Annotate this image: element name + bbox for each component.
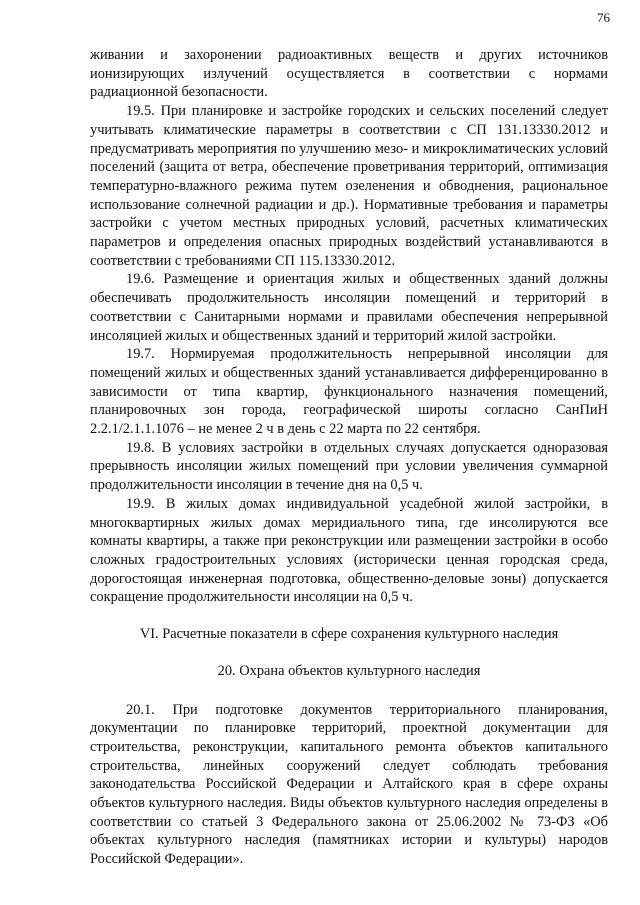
paragraph-19-6: 19.6. Размещение и ориентация жилых и общественных зданий должны обеспечивать продолжительность инсоляции помещений и территорий в соответствии с Санитарными нормами и правилами обеспечения непрерывной инсоляцией жилых и общественных зданий и территорий жилой застройки.	[90, 271, 608, 344]
paragraph-19-7: 19.7. Нормируемая продолжительность непрерывной инсоляции для помещений жилых и общественных зданий устанавливается дифференцированно в зависимости от типа квартир, функционального назначения помещений, планировочных зон города, географической широты согласно СанПиН 2.2.1/2.1.1.1076 – не менее 2 ч в день с 22 марта по 22 сентября.	[90, 346, 608, 438]
paragraph-20-1: 20.1. При подготовке документов территориального планирования, документации по планировке территорий, проектной документации для строительства, реконструкции, капитального ремонта объектов капитального строительства, линейных сооружений следует соблюдать требования законодательства Российской Федерации и Алтайского края в сфере охраны объектов культурного наследия. Виды объектов культурного наследия определены в соответствии со статьей 3 Федерального закона от 25.06.2002 № 73-ФЗ «Об объектах культурного наследия (памятниках истории и культуры) народов Российской Федерации».	[90, 701, 608, 868]
paragraph-19-9: 19.9. В жилых домах индивидуальной усадебной жилой застройки, в многоквартирных жилых домах меридиального типа, где инсолируются все комнаты квартиры, а также при реконструкции или размещении застройки в особо сложных градостроительных условиях (исторически ценная городская среда, дорогостоящая инженерная подготовка, общественно-деловые зоны) допускается сокращение продолжительности инсоляции на 0,5 ч.	[90, 495, 608, 606]
document-body	[90, 46, 608, 869]
page-number: 76	[597, 10, 610, 25]
paragraph-continuation: живании и захоронении радиоактивных веществ и других источников ионизирующих излучений осуществляется в соответствии с нормами радиационной безопасности.	[90, 47, 608, 101]
section-heading-20: 20. Охрана объектов культурного наследия	[217, 662, 481, 679]
paragraph-19-8: 19.8. В условиях застройки в отдельных случаях допускается одноразовая прерывность инсоляции жилых помещений при условии увеличения суммарной продолжительности инсоляции в течение дня на 0,5 ч.	[90, 439, 608, 494]
paragraph-19-5: 19.5. При планировке и застройке городских и сельских поселений следует учитывать климатические параметры в соответствии с СП 131.13330.2012 и предусматривать мероприятия по улучшению мезо- и микроклиматических условий поселений (защита от ветра, обеспечение проветривания территорий, оптимизация температурно-влажного режима путем озеленения и обводнения, рациональное использование солнечной радиации и др.). Нормативные требования и параметры застройки с учетом местных природных условий, расчетных климатических параметров и определения опасных природных воздействий устанавливаются в соответствии с требованиями СП 115.13330.2012.	[90, 103, 608, 269]
section-heading-vi: VI. Расчетные показатели в сфере сохранения культурного наследия	[139, 626, 559, 643]
